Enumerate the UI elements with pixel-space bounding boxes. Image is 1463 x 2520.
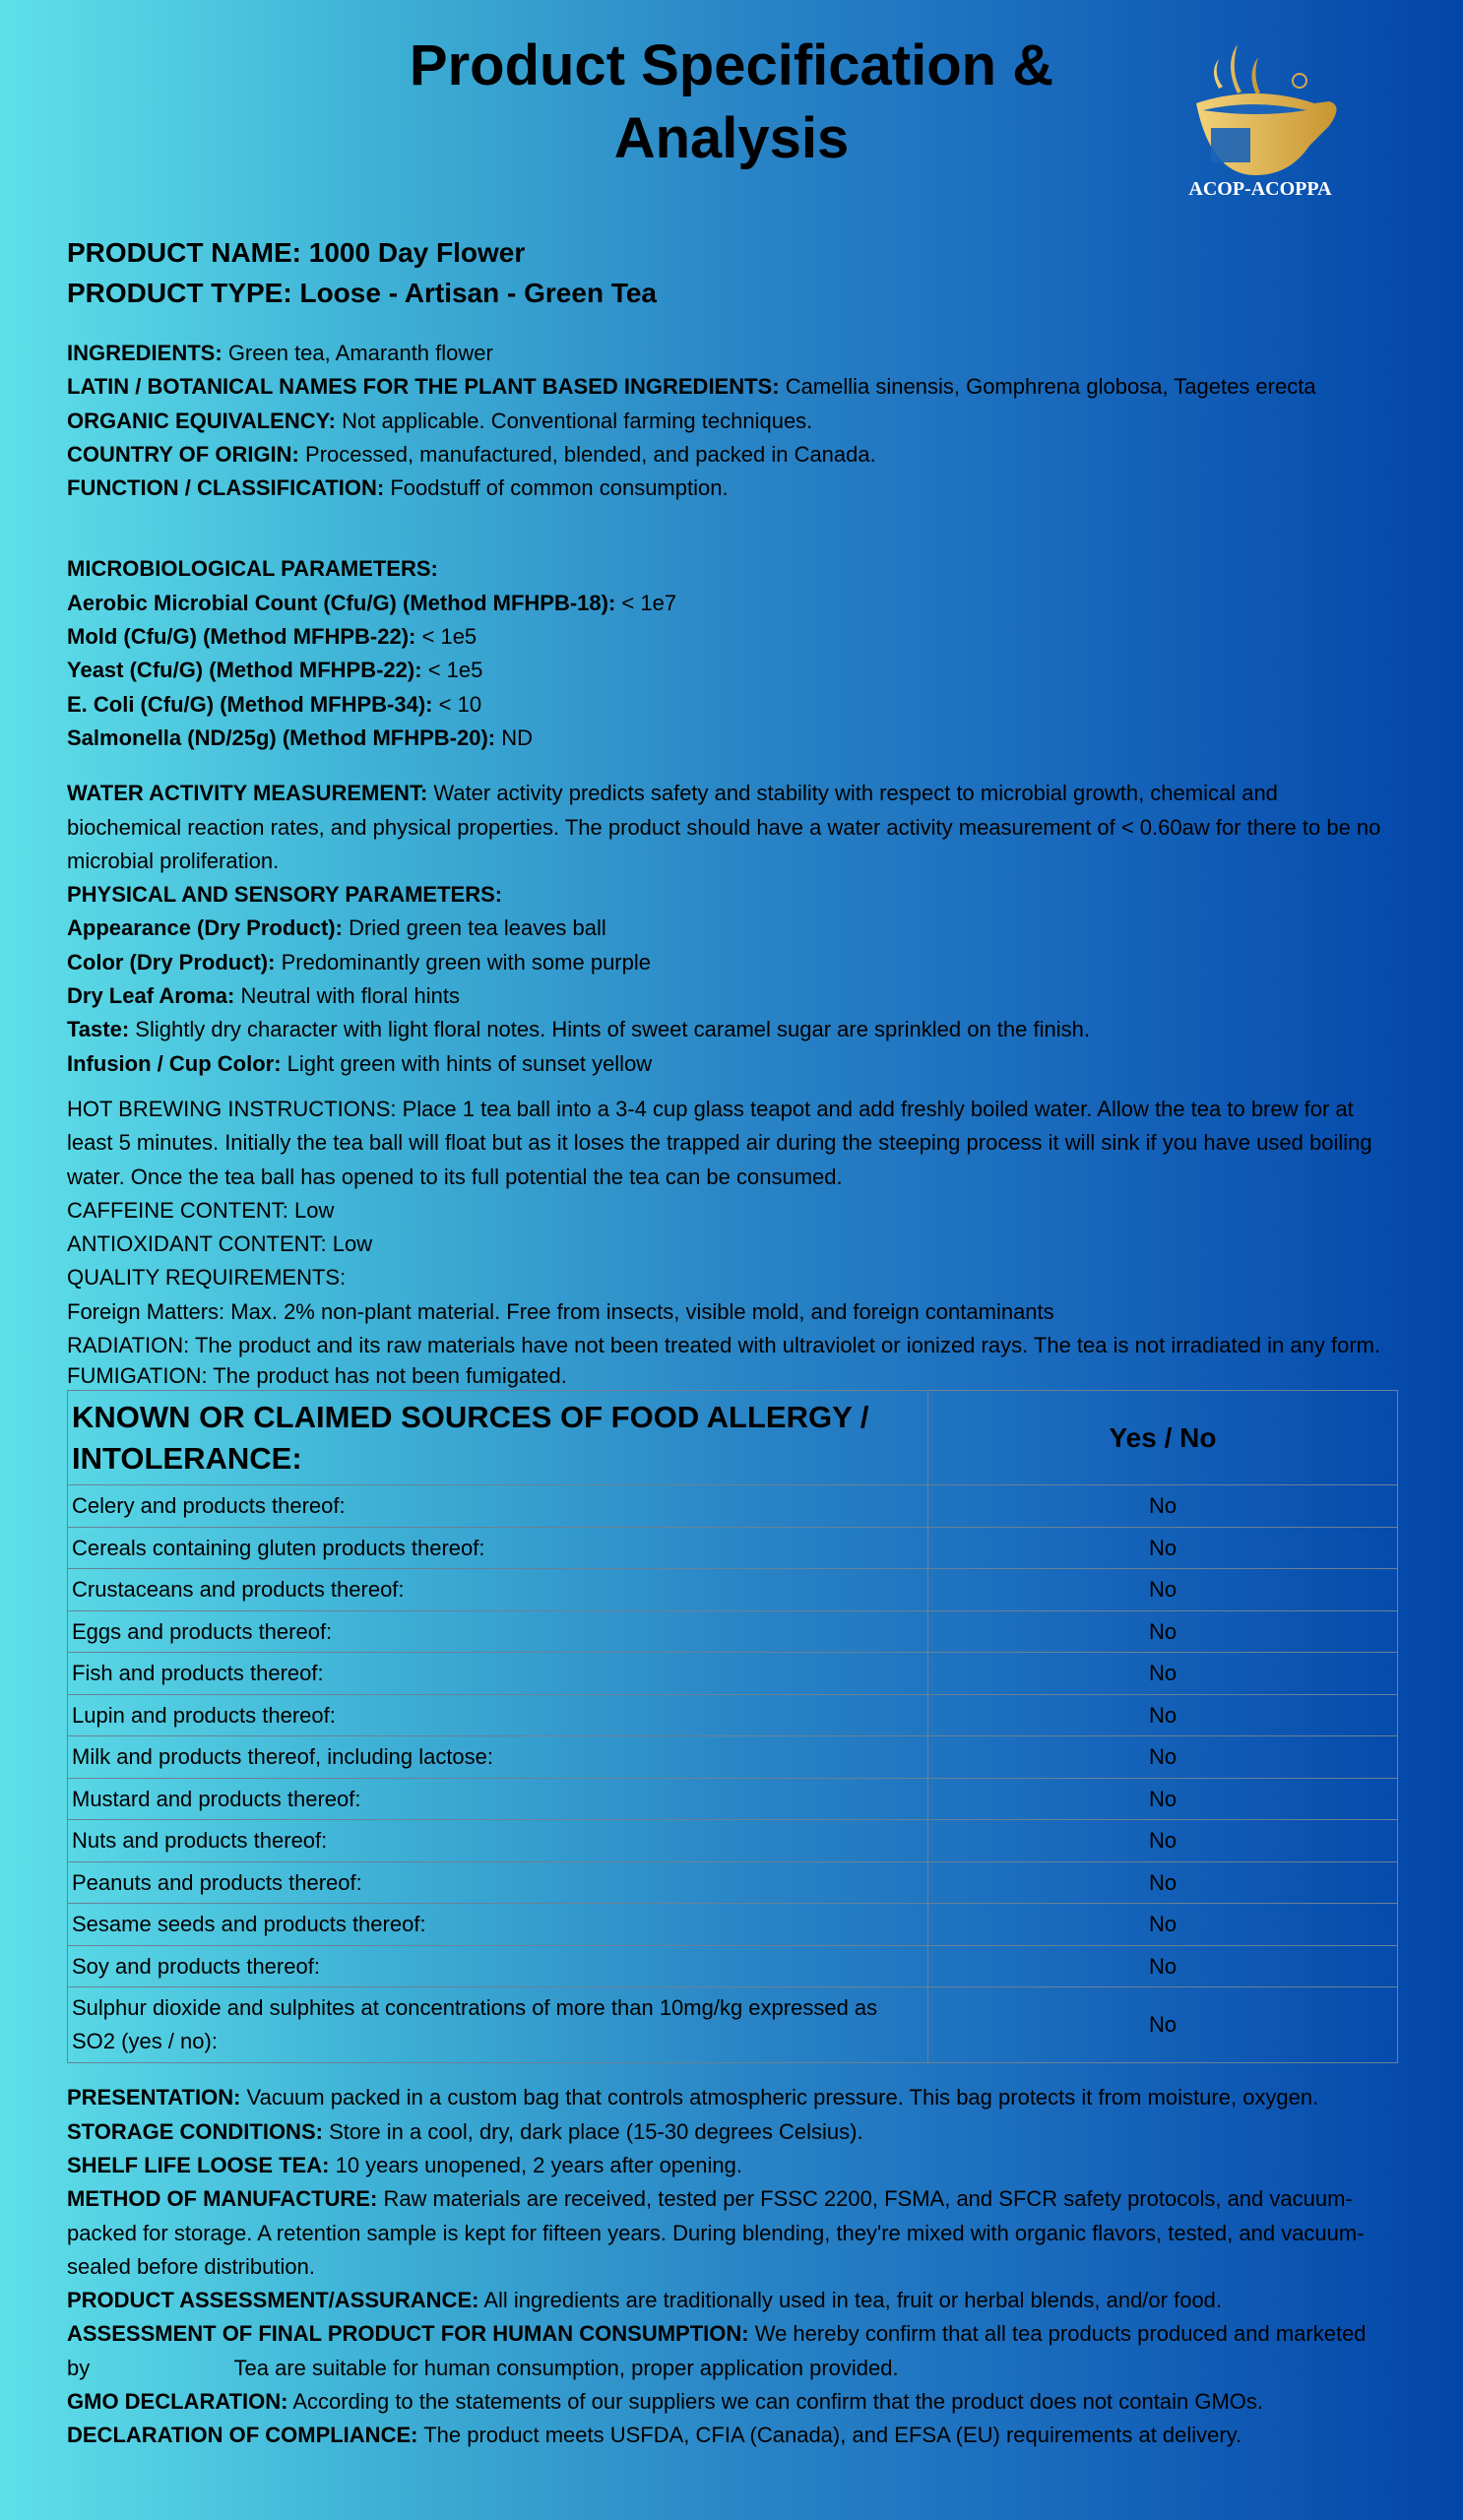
table-row — [68, 1736, 1398, 1779]
brewing-instructions: HOT BREWING INSTRUCTIONS: Place 1 tea ball into a 3-4 cup glass teapot and add freshly boiled water. Allow the tea to brew for at least 5 minutes. Initially the tea ball will float but as it loses the trapped air during the steeping process it will sink if you have used boiling water. Once the tea ball has opened to its full potential the tea can be consumed. — [67, 1096, 1372, 1189]
yes-no-header: Yes / No — [928, 1391, 1398, 1485]
allergen-name: Lupin and products thereof: — [68, 1694, 928, 1736]
allergen-value: No — [928, 1820, 1398, 1862]
quality-requirements: QUALITY REQUIREMENTS: — [67, 1265, 347, 1291]
allergen-value: No — [928, 1610, 1398, 1653]
micro-item: Mold (Cfu/G) (Method MFHPB-22): < 1e5 — [67, 624, 477, 650]
allergen-name: Soy and products thereof: — [68, 1945, 928, 1987]
function-classification: FUNCTION / CLASSIFICATION: Foodstuff of common consumption. — [67, 475, 729, 501]
physical-item: Infusion / Cup Color: Light green with hints of sunset yellow — [67, 1050, 653, 1076]
radiation: RADIATION: The product and its raw materials have not been treated with ultraviolet or ionized rays. The tea is not irradiated in any form. — [67, 1333, 1381, 1358]
allergen-value: No — [928, 1861, 1398, 1904]
declaration-item: ASSESSMENT OF FINAL PRODUCT FOR HUMAN CONSUMPTION: We hereby confirm that all tea products produced and marketed by Tea are suitable for human consumption, proper application provided. — [67, 2321, 1372, 2380]
table-row — [68, 1653, 1398, 1695]
micro-item: Yeast (Cfu/G) (Method MFHPB-22): < 1e5 — [67, 658, 483, 683]
table-row — [68, 1610, 1398, 1653]
brewing-quality — [67, 1093, 1396, 1390]
allergen-name: Peanuts and products thereof: — [68, 1861, 928, 1904]
allergen-value: No — [928, 1904, 1398, 1946]
allergen-value: No — [928, 1736, 1398, 1779]
table-row — [68, 1694, 1398, 1736]
table-row — [68, 1987, 1398, 2063]
allergen-value: No — [928, 1569, 1398, 1611]
physical-parameters — [67, 878, 1396, 1081]
declaration-item: SHELF LIFE LOOSE TEA: 10 years unopened, 2 years after opening. — [67, 2152, 742, 2177]
allergy-table — [67, 1390, 1398, 2063]
fumigation: FUMIGATION: The product has not been fumigated. — [67, 1363, 567, 1389]
table-row — [68, 1820, 1398, 1862]
allergen-value: No — [928, 1485, 1398, 1528]
allergen-value: No — [928, 1987, 1398, 2063]
micro-item: Aerobic Microbial Count (Cfu/G) (Method MFHPB-18): < 1e7 — [67, 590, 677, 615]
physical-item: Appearance (Dry Product): Dried green tea leaves ball — [67, 915, 606, 941]
declaration-item: STORAGE CONDITIONS: Store in a cool, dry, dark place (15-30 degrees Celsius). — [67, 2118, 863, 2144]
allergen-name: Fish and products thereof: — [68, 1653, 928, 1695]
table-row — [68, 1485, 1398, 1528]
allergen-name: Nuts and products thereof: — [68, 1820, 928, 1862]
physical-item: Color (Dry Product): Predominantly green with some purple — [67, 949, 651, 975]
micro-item: Salmonella (ND/25g) (Method MFHPB-20): ND — [67, 724, 534, 750]
physical-item: Dry Leaf Aroma: Neutral with floral hints — [67, 983, 461, 1009]
declaration-item: PRESENTATION: Vacuum packed in a custom bag that controls atmospheric pressure. This bag protects it from moisture, oxygen. — [67, 2085, 1319, 2110]
allergen-name: Sulphur dioxide and sulphites at concentrations of more than 10mg/kg expressed as SO2 (yes / no): — [68, 1987, 928, 2063]
product-name: PRODUCT NAME: 1000 Day Flower — [67, 237, 526, 268]
allergen-value: No — [928, 1778, 1398, 1820]
caffeine-content: CAFFEINE CONTENT: Low — [67, 1197, 335, 1223]
allergen-name: Sesame seeds and products thereof: — [68, 1904, 928, 1946]
section-heading: MICROBIOLOGICAL PARAMETERS: — [67, 556, 438, 582]
footer-declarations — [67, 2081, 1396, 2452]
micro-item: E. Coli (Cfu/G) (Method MFHPB-34): < 10 — [67, 691, 482, 717]
spec-content — [67, 232, 1396, 2453]
tea-cup-logo — [1172, 20, 1349, 202]
allergen-value: No — [928, 1527, 1398, 1569]
allergen-name: Crustaceans and products thereof: — [68, 1569, 928, 1611]
declaration-item: GMO DECLARATION: According to the statements of our suppliers we can confirm that the product does not contain GMOs. — [67, 2388, 1263, 2414]
botanical-names: LATIN / BOTANICAL NAMES FOR THE PLANT BASED INGREDIENTS: Camellia sinensis, Gomphrena globosa, Tagetes erecta — [67, 374, 1316, 400]
table-row — [68, 1861, 1398, 1904]
product-type: PRODUCT TYPE: Loose - Artisan - Green Tea — [67, 278, 657, 308]
allergen-name: Eggs and products thereof: — [68, 1610, 928, 1653]
water-activity: WATER ACTIVITY MEASUREMENT: Water activity predicts safety and stability with respect to microbial growth, chemical and biochemical reaction rates, and physical properties. The product should have a water activity measurement of < 0.60aw for there to be no microbial proliferation. — [67, 781, 1381, 873]
declaration-item: METHOD OF MANUFACTURE: Raw materials are received, tested per FSSC 2200, FSMA, and SFCR safety protocols, and vacuum-packed for storage. A retention sample is kept for fifteen years. During blending, they're mixed with organic flavors, tested, and vacuum-sealed before distribution. — [67, 2186, 1365, 2279]
section-heading: PHYSICAL AND SENSORY PARAMETERS: — [67, 882, 503, 908]
allergy-header: KNOWN OR CLAIMED SOURCES OF FOOD ALLERGY / INTOLERANCE: — [68, 1391, 928, 1485]
table-row — [68, 1527, 1398, 1569]
allergen-name: Mustard and products thereof: — [68, 1778, 928, 1820]
allergen-name: Cereals containing gluten products thereof: — [68, 1527, 928, 1569]
allergen-value: No — [928, 1653, 1398, 1695]
table-row — [68, 1778, 1398, 1820]
declaration-item: PRODUCT ASSESSMENT/ASSURANCE: All ingredients are traditionally used in tea, fruit or herbal blends, and/or food. — [67, 2288, 1223, 2313]
physical-item: Taste: Slightly dry character with light floral notes. Hints of sweet caramel sugar are sprinkled on the finish. — [67, 1017, 1090, 1042]
country-of-origin: COUNTRY OF ORIGIN: Processed, manufactured, blended, and packed in Canada. — [67, 441, 876, 467]
microbiological-parameters — [67, 552, 1396, 755]
logo-text: ACOP-ACOPPA — [1188, 178, 1332, 200]
allergen-name: Celery and products thereof: — [68, 1485, 928, 1528]
organic-equivalency: ORGANIC EQUIVALENCY: Not applicable. Conventional farming techniques. — [67, 408, 813, 433]
antioxidant-content: ANTIOXIDANT CONTENT: Low — [67, 1231, 373, 1257]
table-row — [68, 1569, 1398, 1611]
title-line: Analysis — [613, 106, 850, 170]
allergen-value: No — [928, 1945, 1398, 1987]
table-row — [68, 1945, 1398, 1987]
table-row — [68, 1904, 1398, 1946]
foreign-matters: Foreign Matters: Max. 2% non-plant material. Free from insects, visible mold, and foreign contaminants — [67, 1298, 1054, 1324]
table-header — [68, 1391, 1398, 1485]
declaration-item: DECLARATION OF COMPLIANCE: The product meets USFDA, CFIA (Canada), and EFSA (EU) requirements at delivery. — [67, 2423, 1242, 2448]
title-line: Product Specification & — [409, 33, 1054, 97]
ingredients: INGREDIENTS: Green tea, Amaranth flower — [67, 341, 493, 365]
general-info — [67, 337, 1396, 505]
allergen-name: Milk and products thereof, including lactose: — [68, 1736, 928, 1779]
allergen-value: No — [928, 1694, 1398, 1736]
